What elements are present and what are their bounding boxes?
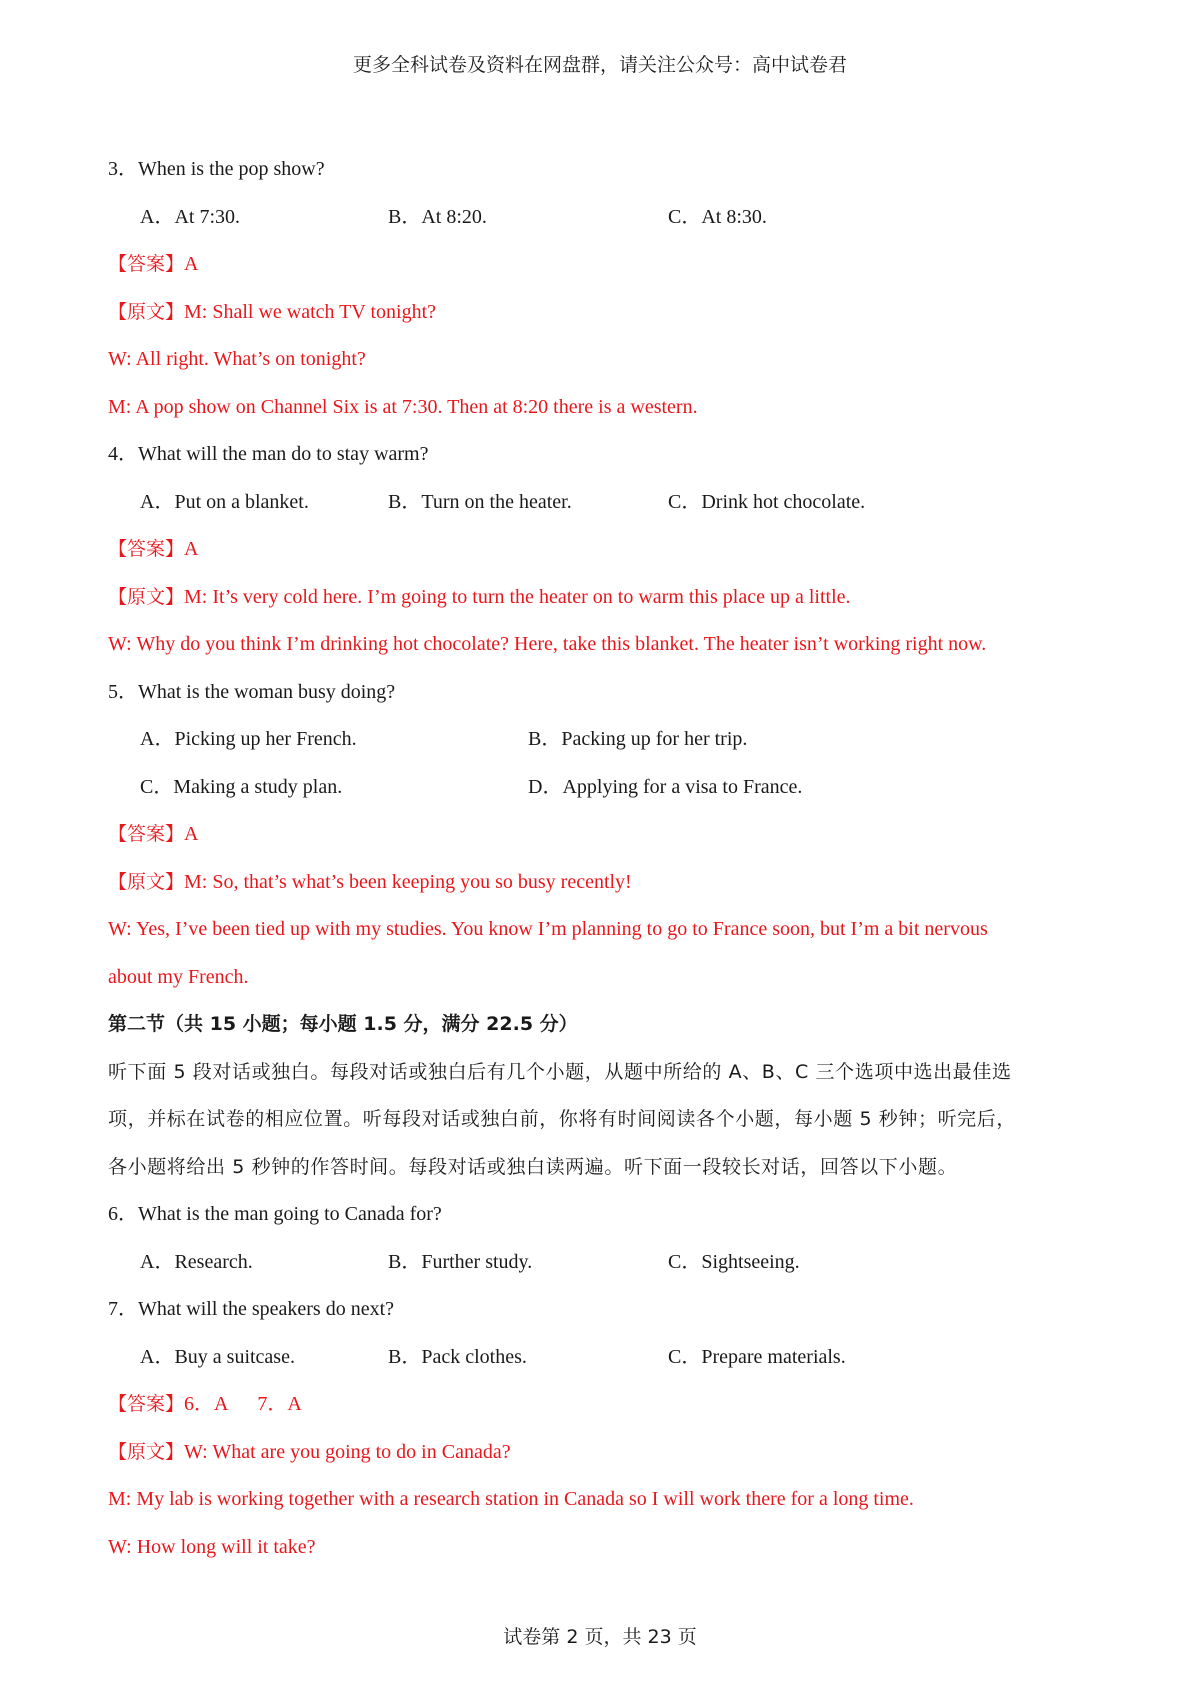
q5-script-line-1 [108, 859, 1108, 907]
script-text: M: Shall we watch TV tonight? [184, 300, 437, 323]
question-5-options-row-1 [108, 716, 1108, 764]
q6-option-b: B．Further study. [388, 1250, 533, 1273]
q6-q7-script-line-3: W: How long will it take? [108, 1535, 316, 1558]
page-footer: 试卷第 2 页，共 23 页 [503, 1626, 697, 1648]
answer-tag: 【答案】 [108, 538, 185, 560]
answer-text: 6．A 7．A [184, 1393, 302, 1415]
q4-option-c: C．Drink hot chocolate. [668, 490, 866, 513]
script-text: M: So, that’s what’s been keeping you so busy recently! [184, 870, 632, 893]
q3-option-b: B．At 8:20. [388, 205, 487, 228]
q7-option-c: C．Prepare materials. [668, 1345, 846, 1368]
answer-tag: 【答案】 [108, 823, 185, 845]
q5-option-a: A．Picking up her French. [140, 728, 357, 750]
q3-option-a: A．At 7:30. [140, 205, 240, 228]
q5-script-line-3: about my French. [108, 965, 249, 988]
q4-option-b: B．Turn on the heater. [388, 490, 572, 513]
answer-text: A [184, 823, 199, 845]
question-7-options [108, 1334, 1108, 1382]
question-4-options [108, 479, 1108, 527]
q4-answer [108, 526, 1108, 574]
script-text: W: What are you going to do in Canada? [184, 1440, 511, 1463]
question-5-options-row-2 [108, 764, 1108, 812]
question-7-stem: 7．What will the speakers do next? [108, 1298, 395, 1320]
q6-option-c: C．Sightseeing. [668, 1250, 800, 1273]
script-tag: 【原文】 [108, 870, 185, 893]
q6-q7-script-line-2: M: My lab is working together with a research station in Canada so I will work there for a long time. [108, 1488, 914, 1510]
q5-option-c: C．Making a study plan. [140, 775, 343, 798]
answer-tag: 【答案】 [108, 1393, 185, 1415]
q6-option-a: A．Research. [140, 1250, 253, 1273]
q4-option-a: A．Put on a blanket. [140, 490, 309, 513]
question-3-options [108, 194, 1108, 242]
q5-option-b: B．Packing up for her trip. [528, 728, 748, 750]
q3-script-line-2: W: All right. What’s on tonight? [108, 348, 366, 370]
script-tag: 【原文】 [108, 1440, 185, 1463]
q7-option-b: B．Pack clothes. [388, 1345, 527, 1368]
q3-option-c: C．At 8:30. [668, 205, 767, 228]
question-5-stem: 5．What is the woman busy doing? [108, 680, 396, 703]
q6-q7-answer [108, 1381, 1108, 1429]
script-tag: 【原文】 [108, 585, 185, 608]
section-2-instructions-line-2: 项，并标在试卷的相应位置。听每段对话或独白前，你将有时间阅读各个小题，每小题 5 秒钟；听完后， [108, 1108, 1016, 1130]
q6-q7-script-line-1 [108, 1429, 1108, 1477]
page-content [108, 146, 1108, 1571]
q4-script-line-2: W: Why do you think I’m drinking hot chocolate? Here, take this blanket. The heater isn’t working right now. [108, 633, 987, 655]
section-2-title: 第二节（共 15 小题；每小题 1.5 分，满分 22.5 分） [108, 1013, 578, 1035]
page-header: 更多全科试卷及资料在网盘群，请关注公众号：高中试卷君 [352, 54, 847, 76]
question-6-options [108, 1239, 1108, 1287]
q3-answer [108, 241, 1108, 289]
answer-text: A [184, 253, 199, 275]
q5-answer [108, 811, 1108, 859]
section-2-instructions-line-3: 各小题将给出 5 秒钟的作答时间。每段对话或独白读两遍。听下面一段较长对话，回答以下小题。 [108, 1155, 958, 1178]
q5-option-d: D．Applying for a visa to France. [528, 775, 803, 798]
q3-script-line-3: M: A pop show on Channel Six is at 7:30. Then at 8:20 there is a western. [108, 395, 698, 418]
q4-script-line-1 [108, 574, 1108, 622]
answer-tag: 【答案】 [108, 253, 185, 275]
q5-script-line-2: W: Yes, I’ve been tied up with my studies. You know I’m planning to go to France soon, but I’m a bit nervous [108, 918, 988, 940]
q3-script-line-1 [108, 289, 1108, 337]
q7-option-a: A．Buy a suitcase. [140, 1345, 295, 1368]
question-4-stem: 4．What will the man do to stay warm? [108, 443, 429, 465]
script-text: M: It’s very cold here. I’m going to turn the heater on to warm this place up a little. [184, 585, 851, 608]
script-tag: 【原文】 [108, 300, 185, 323]
section-2-instructions-line-1: 听下面 5 段对话或独白。每段对话或独白后有几个小题，从题中所给的 A、B、C 三个选项中选出最佳选 [108, 1060, 1012, 1083]
question-6-stem: 6．What is the man going to Canada for? [108, 1203, 442, 1225]
answer-text: A [184, 538, 199, 560]
question-3-stem: 3．When is the pop show? [108, 158, 325, 180]
